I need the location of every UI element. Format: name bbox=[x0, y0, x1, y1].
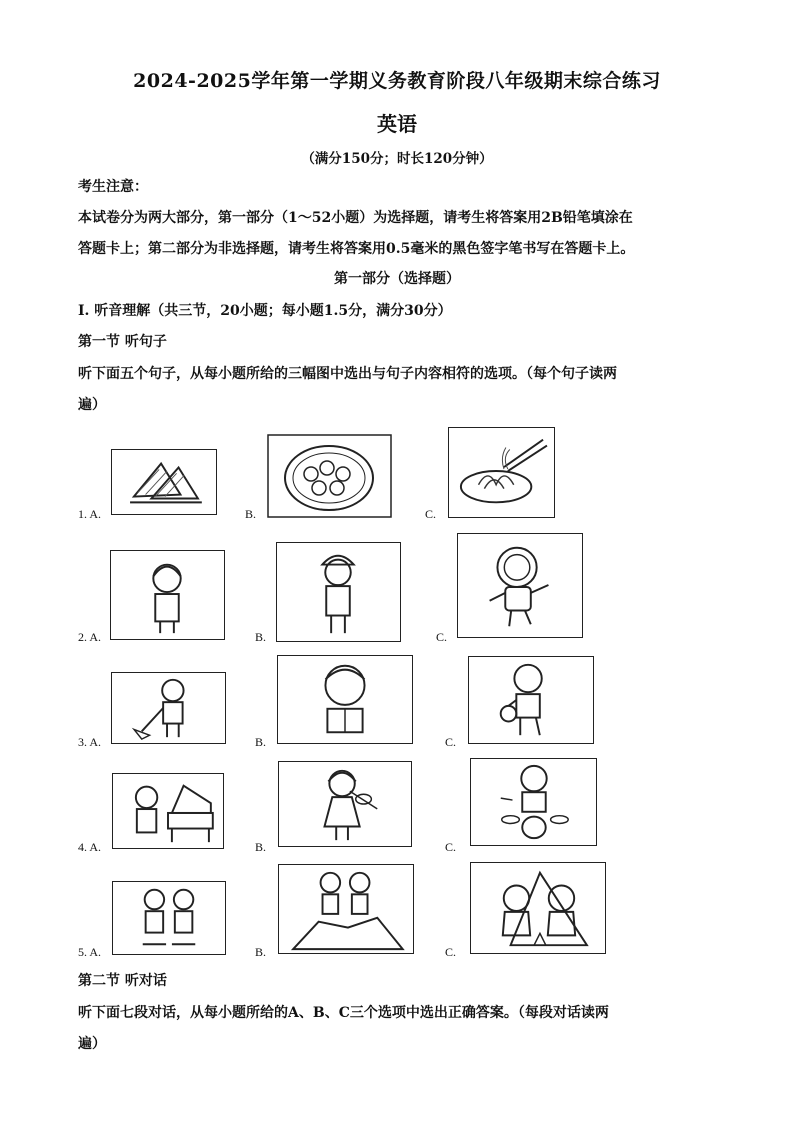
section2-title: 第二节 听对话 bbox=[78, 973, 167, 989]
q5-option-a-picture[interactable] bbox=[112, 881, 226, 955]
q1-label-a: 1. A. bbox=[78, 507, 102, 521]
q3-option-b-picture[interactable] bbox=[277, 655, 413, 744]
section1-title: 第一节 听句子 bbox=[78, 334, 167, 350]
section2-instruction-1: 听下面七段对话，从每小题所给的A、B、C三个选项中选出正确答案。（每段对话读两 bbox=[78, 1005, 609, 1021]
q3-option-c-picture[interactable] bbox=[468, 656, 594, 744]
girl-piano-icon bbox=[113, 774, 223, 848]
sandwich-icon bbox=[112, 450, 216, 514]
q5-option-c-picture[interactable] bbox=[470, 862, 606, 954]
section1-instruction-2: 遍） bbox=[78, 397, 106, 413]
q1-option-c-picture[interactable] bbox=[448, 427, 555, 518]
boy-basketball-icon bbox=[469, 657, 593, 743]
q1-label-c: C. bbox=[425, 507, 437, 521]
notice-heading: 考生注意： bbox=[78, 179, 148, 195]
q1-option-b-picture[interactable] bbox=[267, 434, 392, 518]
section-title: Ⅰ. 听音理解（共三节，20小题；每小题1.5分，满分30分） bbox=[78, 303, 452, 319]
q1-option-a-picture[interactable] bbox=[111, 449, 217, 515]
q3-option-a-picture[interactable] bbox=[111, 672, 226, 744]
q4-label-c: C. bbox=[445, 840, 457, 854]
q4-option-c-picture[interactable] bbox=[470, 758, 597, 846]
girls-camping-icon bbox=[471, 863, 605, 953]
section2-instruction-2: 遍） bbox=[78, 1036, 106, 1052]
q1-label-b: B. bbox=[245, 507, 257, 521]
q4-label-b: B. bbox=[255, 840, 267, 854]
q4-option-a-picture[interactable] bbox=[112, 773, 224, 849]
q2-label-b: B. bbox=[255, 630, 267, 644]
q2-option-a-picture[interactable] bbox=[110, 550, 225, 640]
part1-heading: 第一部分（选择题） bbox=[334, 271, 460, 287]
q3-label-c: C. bbox=[445, 735, 457, 749]
notice-line-1: 本试卷分为两大部分，第一部分（1～52小题）为选择题，请考生将答案用2B铅笔填涂在 bbox=[78, 210, 633, 226]
subject-title: 英语 bbox=[377, 112, 417, 136]
notice-line-2: 答题卡上；第二部分为非选择题，请考生将答案用0.5毫米的黑色签字笔书写在答题卡上。 bbox=[78, 241, 635, 257]
q5-label-c: C. bbox=[445, 945, 457, 959]
boy-reading-icon bbox=[278, 656, 412, 743]
q2-option-b-picture[interactable] bbox=[276, 542, 401, 642]
exam-title: 2024-2025学年第一学期义务教育阶段八年级期末综合练习 bbox=[133, 70, 661, 92]
q4-option-b-picture[interactable] bbox=[278, 761, 412, 847]
q2-option-c-picture[interactable] bbox=[457, 533, 583, 638]
q3-label-a: 3. A. bbox=[78, 735, 102, 749]
girl-violin-icon bbox=[279, 762, 411, 846]
q5-label-b: B. bbox=[255, 945, 267, 959]
noodles-icon bbox=[449, 428, 554, 517]
q2-label-c: C. bbox=[436, 630, 448, 644]
dumplings-icon bbox=[267, 434, 392, 518]
worker-girl-icon bbox=[277, 543, 400, 641]
astronaut-girl-icon bbox=[458, 534, 582, 637]
kids-climbing-icon bbox=[279, 865, 413, 953]
section1-instruction-1: 听下面五个句子，从每小题所给的三幅图中选出与句子内容相符的选项。（每个句子读两 bbox=[78, 366, 617, 382]
girl-drums-icon bbox=[471, 759, 596, 845]
boy-sweeping-icon bbox=[112, 673, 225, 743]
kids-skating-icon bbox=[113, 882, 225, 954]
doctor-girl-icon bbox=[111, 551, 224, 639]
q5-option-b-picture[interactable] bbox=[278, 864, 414, 954]
q4-label-a: 4. A. bbox=[78, 840, 102, 854]
q5-label-a: 5. A. bbox=[78, 945, 102, 959]
q3-label-b: B. bbox=[255, 735, 267, 749]
score-info: （满分150分；时长120分钟） bbox=[301, 151, 493, 167]
q2-label-a: 2. A. bbox=[78, 630, 102, 644]
